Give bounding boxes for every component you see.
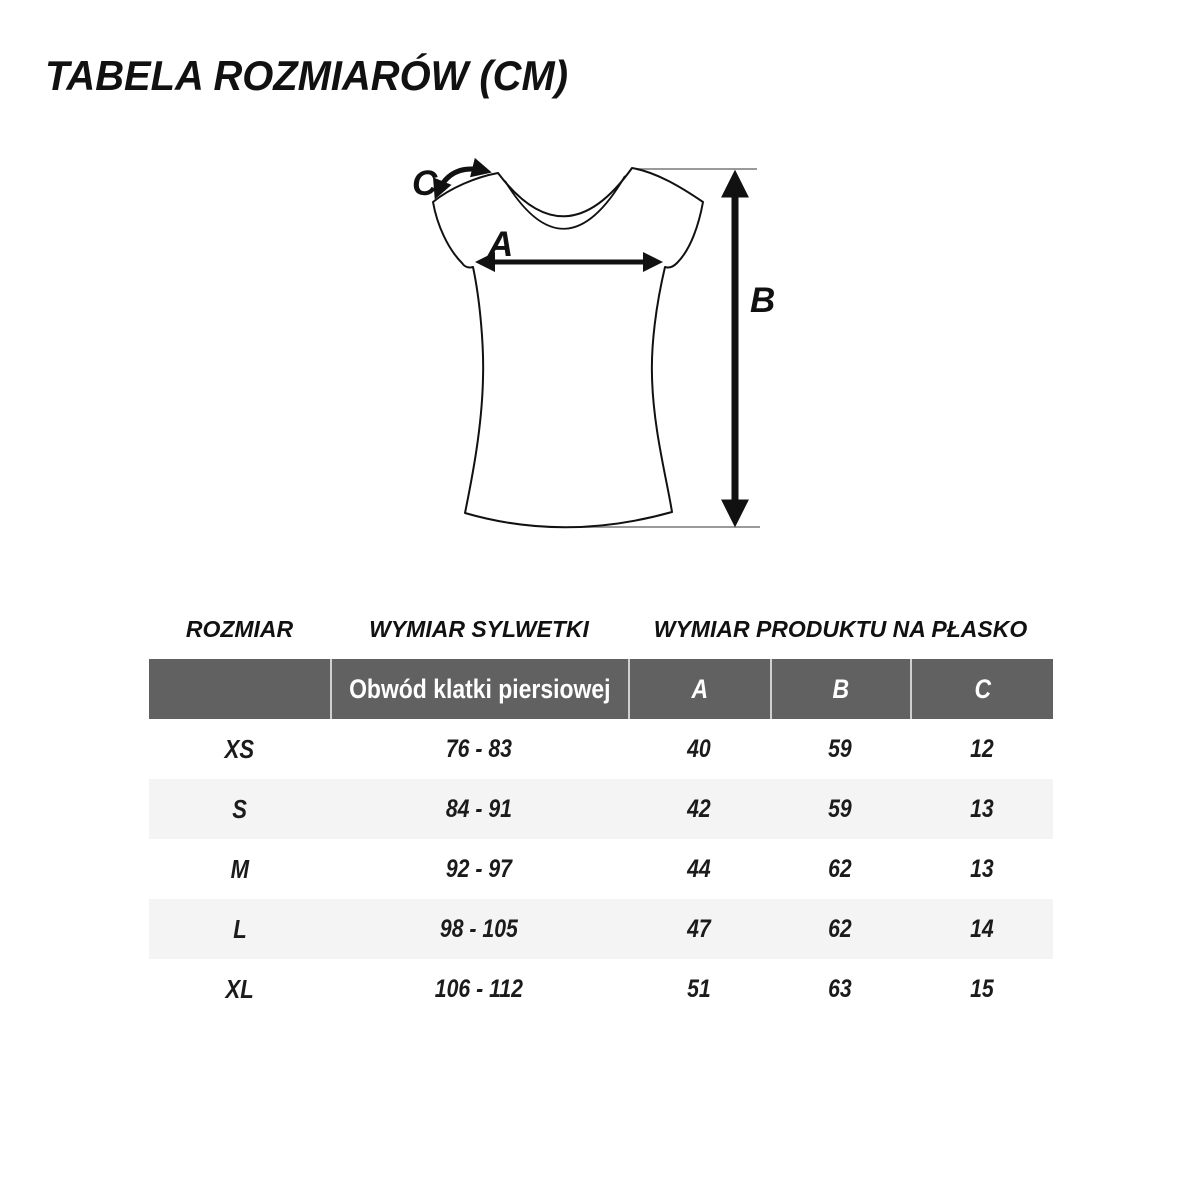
row-m-size [149,839,330,899]
row-l-chest [330,899,628,959]
row-s-size-text: S [232,793,247,824]
row-m-a [628,839,770,899]
row-s-a-text: 42 [687,794,711,823]
row-xs-size-text: XS [224,733,255,764]
row-xl-b-text: 63 [828,974,852,1003]
header-cell-a [628,659,770,719]
row-m-size-text: M [230,853,249,884]
page-title [45,54,596,98]
row-xs-a [628,719,770,779]
group-header-wymiar-produktu [628,614,1053,644]
row-xs-chest [330,719,628,779]
row-xs-c [910,719,1053,779]
row-m-a-text: 44 [687,854,711,883]
row-m-b [770,839,910,899]
size-table [149,659,1053,1019]
page-title-text: TABELA ROZMIARÓW (CM) [45,52,569,99]
row-s-chest-text: 84 - 91 [445,794,513,823]
row-xs-b [770,719,910,779]
row-l-size [149,899,330,959]
header-cell-a-text: A [691,673,709,704]
row-xl-c-text: 15 [969,974,994,1003]
label-c: C [412,164,438,203]
row-xs-size [149,719,330,779]
row-l-c [910,899,1053,959]
tshirt-outline [433,168,703,527]
label-b: B [750,281,776,320]
row-m-chest [330,839,628,899]
group-header-rozmiar [149,614,330,644]
row-m-b-text: 62 [828,854,852,883]
row-l-a [628,899,770,959]
row-s-b-text: 59 [828,794,852,823]
row-xl-size-text: XL [225,973,254,1004]
row-l-b [770,899,910,959]
row-s-c [910,779,1053,839]
header-cell-c-text: C [974,673,991,704]
row-s-c-text: 13 [969,794,994,823]
row-xl-a-text: 51 [687,974,711,1003]
header-cell-b [770,659,910,719]
row-xl-chest-text: 106 - 112 [434,974,524,1003]
row-l-b-text: 62 [828,914,852,943]
row-l-c-text: 14 [969,914,994,943]
row-xl-b [770,959,910,1019]
row-xs-chest-text: 76 - 83 [445,734,513,763]
row-xl-c [910,959,1053,1019]
group-header-wymiar-sylwetki [330,614,628,644]
column-group-headers [149,614,1053,644]
group-header-wymiar-sylwetki-text: WYMIAR SYLWETKI [369,616,589,642]
label-a: A [488,225,514,264]
row-s-chest [330,779,628,839]
group-header-wymiar-produktu-text: WYMIAR PRODUKTU NA PŁASKO [653,616,1028,642]
row-xl-a [628,959,770,1019]
row-s-a [628,779,770,839]
row-l-a-text: 47 [687,914,711,943]
header-cell-c [910,659,1053,719]
tshirt-measurement-diagram [400,150,780,550]
row-s-b [770,779,910,839]
group-header-rozmiar-text: ROZMIAR [185,616,294,642]
row-s-size [149,779,330,839]
row-m-chest-text: 92 - 97 [445,854,513,883]
row-xs-a-text: 40 [687,734,711,763]
row-l-chest-text: 98 - 105 [440,914,518,943]
header-cell-b-text: B [832,673,850,704]
row-xl-chest [330,959,628,1019]
row-xs-c-text: 12 [969,734,994,763]
header-cell-size [149,659,330,719]
row-m-c [910,839,1053,899]
row-m-c-text: 13 [969,854,994,883]
row-xs-b-text: 59 [828,734,852,763]
header-cell-chest-text: Obwód klatki piersiowej [349,673,611,704]
row-xl-size [149,959,330,1019]
row-l-size-text: L [232,913,247,944]
header-cell-chest [330,659,628,719]
